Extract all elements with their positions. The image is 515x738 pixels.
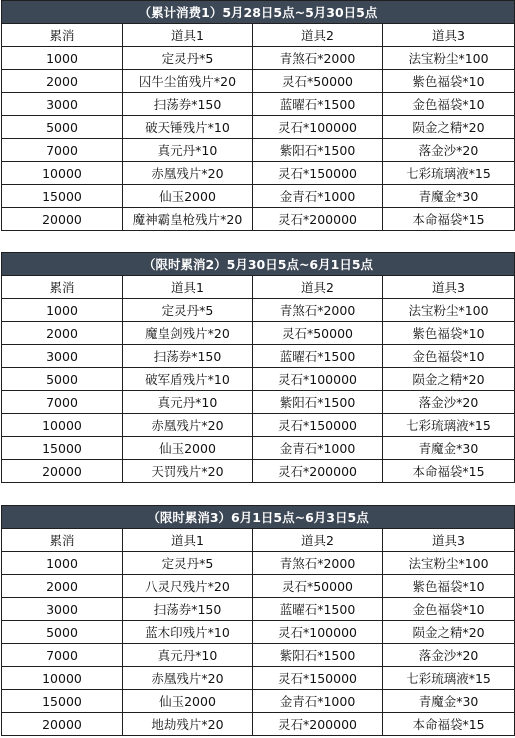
item-cell: 落金沙*20 <box>383 139 515 162</box>
column-header: 累消 <box>2 529 123 552</box>
item-cell: 蓝曜石*1500 <box>253 598 383 621</box>
item-cell: 金色福袋*10 <box>383 93 515 116</box>
column-header: 道具3 <box>383 529 515 552</box>
column-header: 道具2 <box>253 24 383 47</box>
table-row <box>2 552 515 575</box>
reward-table-2 <box>1 252 514 483</box>
item-cell: 蓝曜石*1500 <box>253 93 383 116</box>
item-cell: 法宝粉尘*100 <box>383 299 515 322</box>
item-cell: 紫色福袋*10 <box>383 70 515 93</box>
item-cell: 灵石*200000 <box>253 208 383 231</box>
table-row <box>2 598 515 621</box>
reward-table-3 <box>1 505 514 736</box>
item-cell: 扫荡券*150 <box>123 93 253 116</box>
threshold-cell: 3000 <box>2 598 123 621</box>
column-header: 累消 <box>2 24 123 47</box>
item-cell: 灵石*150000 <box>253 414 383 437</box>
threshold-cell: 1000 <box>2 299 123 322</box>
threshold-cell: 15000 <box>2 185 123 208</box>
item-cell: 紫阳石*1500 <box>253 139 383 162</box>
item-cell: 本命福袋*15 <box>383 713 515 736</box>
threshold-cell: 5000 <box>2 621 123 644</box>
table-row <box>2 299 515 322</box>
item-cell: 金青石*1000 <box>253 690 383 713</box>
reward-table <box>1 505 515 736</box>
table-row <box>2 391 515 414</box>
threshold-cell: 3000 <box>2 345 123 368</box>
item-cell: 真元丹*10 <box>123 391 253 414</box>
threshold-cell: 15000 <box>2 690 123 713</box>
item-cell: 法宝粉尘*100 <box>383 552 515 575</box>
item-cell: 仙玉2000 <box>123 185 253 208</box>
table-row <box>2 47 515 70</box>
table-title-row <box>2 1 515 24</box>
item-cell: 金青石*1000 <box>253 185 383 208</box>
item-cell: 定灵丹*5 <box>123 299 253 322</box>
item-cell: 仙玉2000 <box>123 690 253 713</box>
item-cell: 天罚残片*20 <box>123 460 253 483</box>
item-cell: 八灵尺残片*20 <box>123 575 253 598</box>
item-cell: 灵石*150000 <box>253 162 383 185</box>
item-cell: 法宝粉尘*100 <box>383 47 515 70</box>
item-cell: 紫色福袋*10 <box>383 575 515 598</box>
item-cell: 灵石*200000 <box>253 713 383 736</box>
item-cell: 灵石*100000 <box>253 116 383 139</box>
item-cell: 紫阳石*1500 <box>253 391 383 414</box>
reward-table <box>1 0 515 231</box>
item-cell: 魔神霸皇枪残片*20 <box>123 208 253 231</box>
threshold-cell: 2000 <box>2 70 123 93</box>
table-title-row <box>2 506 515 529</box>
threshold-cell: 10000 <box>2 667 123 690</box>
item-cell: 青魔金*30 <box>383 437 515 460</box>
table-header-row <box>2 529 515 552</box>
threshold-cell: 15000 <box>2 437 123 460</box>
table-row <box>2 345 515 368</box>
item-cell: 赤凰残片*20 <box>123 414 253 437</box>
item-cell: 蓝木印残片*10 <box>123 621 253 644</box>
table-row <box>2 460 515 483</box>
item-cell: 赤凰残片*20 <box>123 162 253 185</box>
item-cell: 陨金之精*20 <box>383 368 515 391</box>
table-title: （限时累消2）5月30日5点~6月1日5点 <box>2 253 515 276</box>
item-cell: 蓝曜石*1500 <box>253 345 383 368</box>
item-cell: 七彩琉璃液*15 <box>383 667 515 690</box>
item-cell: 青煞石*2000 <box>253 552 383 575</box>
item-cell: 真元丹*10 <box>123 139 253 162</box>
table-row <box>2 713 515 736</box>
table-row <box>2 116 515 139</box>
table-title-row <box>2 253 515 276</box>
threshold-cell: 10000 <box>2 414 123 437</box>
item-cell: 灵石*150000 <box>253 667 383 690</box>
column-header: 道具1 <box>123 276 253 299</box>
item-cell: 灵石*50000 <box>253 575 383 598</box>
column-header: 道具2 <box>253 276 383 299</box>
threshold-cell: 2000 <box>2 575 123 598</box>
table-row <box>2 414 515 437</box>
item-cell: 落金沙*20 <box>383 391 515 414</box>
item-cell: 陨金之精*20 <box>383 116 515 139</box>
table-title: （限时累消3）6月1日5点~6月3日5点 <box>2 506 515 529</box>
item-cell: 金青石*1000 <box>253 437 383 460</box>
table-row <box>2 621 515 644</box>
threshold-cell: 20000 <box>2 713 123 736</box>
item-cell: 囚牛尘笛残片*20 <box>123 70 253 93</box>
item-cell: 本命福袋*15 <box>383 208 515 231</box>
table-row <box>2 185 515 208</box>
threshold-cell: 20000 <box>2 208 123 231</box>
table-row <box>2 575 515 598</box>
table-title: （累计消费1）5月28日5点~5月30日5点 <box>2 1 515 24</box>
column-header: 道具1 <box>123 529 253 552</box>
item-cell: 魔皇剑残片*20 <box>123 322 253 345</box>
item-cell: 灵石*100000 <box>253 621 383 644</box>
item-cell: 七彩琉璃液*15 <box>383 414 515 437</box>
item-cell: 青煞石*2000 <box>253 47 383 70</box>
table-row <box>2 437 515 460</box>
threshold-cell: 5000 <box>2 116 123 139</box>
threshold-cell: 2000 <box>2 322 123 345</box>
threshold-cell: 5000 <box>2 368 123 391</box>
table-row <box>2 667 515 690</box>
table-row <box>2 162 515 185</box>
column-header: 道具2 <box>253 529 383 552</box>
item-cell: 定灵丹*5 <box>123 47 253 70</box>
item-cell: 地劫残片*20 <box>123 713 253 736</box>
threshold-cell: 7000 <box>2 139 123 162</box>
item-cell: 定灵丹*5 <box>123 552 253 575</box>
item-cell: 灵石*50000 <box>253 70 383 93</box>
item-cell: 破军盾残片*10 <box>123 368 253 391</box>
table-row <box>2 93 515 116</box>
item-cell: 本命福袋*15 <box>383 460 515 483</box>
column-header: 累消 <box>2 276 123 299</box>
item-cell: 金色福袋*10 <box>383 598 515 621</box>
threshold-cell: 7000 <box>2 391 123 414</box>
item-cell: 灵石*100000 <box>253 368 383 391</box>
table-row <box>2 208 515 231</box>
item-cell: 陨金之精*20 <box>383 621 515 644</box>
column-header: 道具3 <box>383 24 515 47</box>
table-row <box>2 690 515 713</box>
item-cell: 紫色福袋*10 <box>383 322 515 345</box>
column-header: 道具1 <box>123 24 253 47</box>
column-header: 道具3 <box>383 276 515 299</box>
threshold-cell: 3000 <box>2 93 123 116</box>
item-cell: 扫荡券*150 <box>123 345 253 368</box>
threshold-cell: 1000 <box>2 47 123 70</box>
threshold-cell: 10000 <box>2 162 123 185</box>
item-cell: 仙玉2000 <box>123 437 253 460</box>
item-cell: 青煞石*2000 <box>253 299 383 322</box>
item-cell: 紫阳石*1500 <box>253 644 383 667</box>
item-cell: 青魔金*30 <box>383 690 515 713</box>
item-cell: 赤凰残片*20 <box>123 667 253 690</box>
threshold-cell: 7000 <box>2 644 123 667</box>
reward-table-1 <box>1 0 514 231</box>
item-cell: 灵石*200000 <box>253 460 383 483</box>
item-cell: 灵石*50000 <box>253 322 383 345</box>
reward-table <box>1 252 515 483</box>
item-cell: 扫荡券*150 <box>123 598 253 621</box>
table-row <box>2 322 515 345</box>
item-cell: 破天锤残片*10 <box>123 116 253 139</box>
table-row <box>2 368 515 391</box>
table-header-row <box>2 24 515 47</box>
threshold-cell: 20000 <box>2 460 123 483</box>
table-row <box>2 70 515 93</box>
item-cell: 七彩琉璃液*15 <box>383 162 515 185</box>
threshold-cell: 1000 <box>2 552 123 575</box>
table-row <box>2 139 515 162</box>
item-cell: 金色福袋*10 <box>383 345 515 368</box>
item-cell: 真元丹*10 <box>123 644 253 667</box>
item-cell: 青魔金*30 <box>383 185 515 208</box>
item-cell: 落金沙*20 <box>383 644 515 667</box>
table-row <box>2 644 515 667</box>
table-header-row <box>2 276 515 299</box>
